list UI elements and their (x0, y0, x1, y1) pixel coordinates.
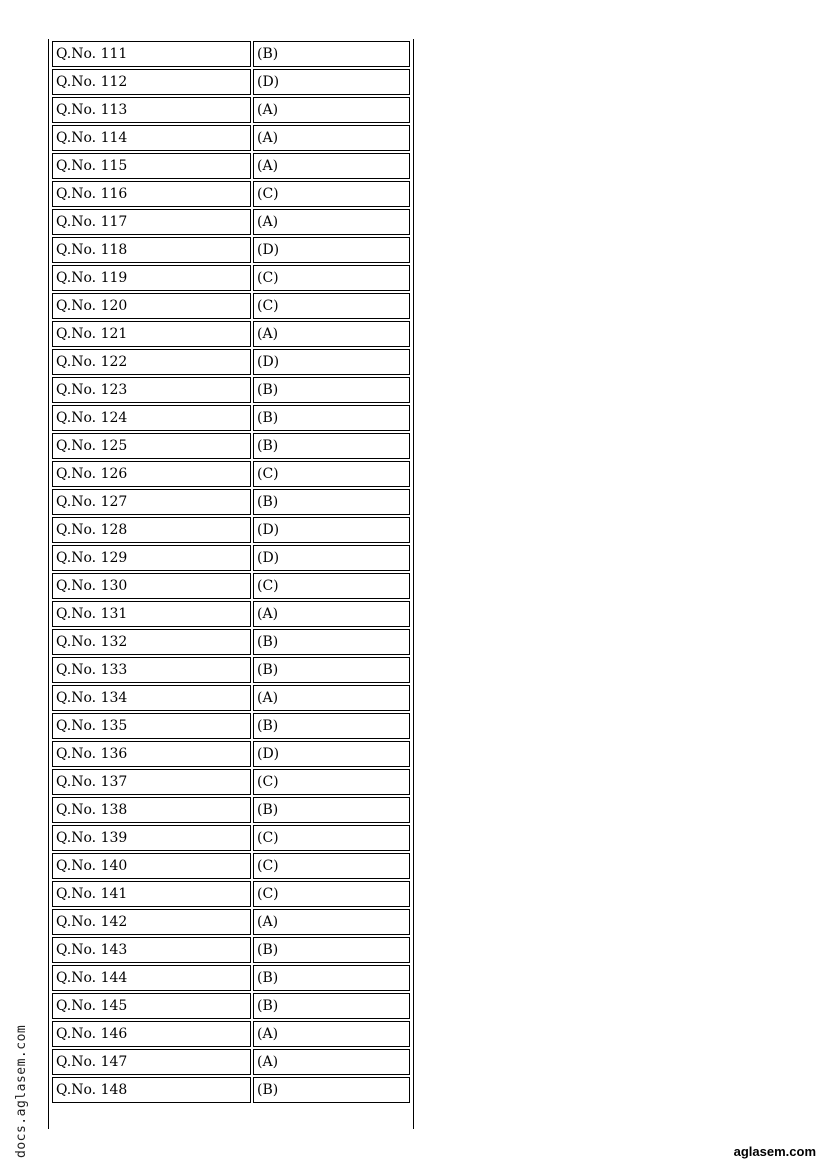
question-number-cell: Q.No. 119 (52, 265, 251, 291)
answer-cell: (B) (253, 713, 410, 739)
answer-cell: (D) (253, 349, 410, 375)
answer-cell: (A) (253, 1049, 410, 1075)
question-number-cell: Q.No. 136 (52, 741, 251, 767)
table-row (52, 741, 410, 767)
table-row (52, 993, 410, 1019)
answer-cell: (C) (253, 461, 410, 487)
answer-cell: (B) (253, 377, 410, 403)
question-number-cell: Q.No. 148 (52, 1077, 251, 1103)
table-row (52, 97, 410, 123)
question-number-cell: Q.No. 146 (52, 1021, 251, 1047)
question-number-cell: Q.No. 132 (52, 629, 251, 655)
answer-cell: (B) (253, 657, 410, 683)
answer-cell: (A) (253, 125, 410, 151)
question-number-cell: Q.No. 124 (52, 405, 251, 431)
answer-cell: (A) (253, 97, 410, 123)
question-number-cell: Q.No. 137 (52, 769, 251, 795)
table-row (52, 797, 410, 823)
answer-cell: (B) (253, 41, 410, 67)
question-number-cell: Q.No. 145 (52, 993, 251, 1019)
question-number-cell: Q.No. 127 (52, 489, 251, 515)
table-row (52, 125, 410, 151)
question-number-cell: Q.No. 115 (52, 153, 251, 179)
table-row (52, 461, 410, 487)
table-row (52, 1021, 410, 1047)
table-row (52, 265, 410, 291)
question-number-cell: Q.No. 112 (52, 69, 251, 95)
answer-cell: (B) (253, 965, 410, 991)
table-row (52, 685, 410, 711)
table-row (52, 601, 410, 627)
table-row (52, 1049, 410, 1075)
answer-key-body (52, 41, 410, 1103)
answer-cell: (B) (253, 629, 410, 655)
question-number-cell: Q.No. 121 (52, 321, 251, 347)
answer-cell: (B) (253, 405, 410, 431)
question-number-cell: Q.No. 116 (52, 181, 251, 207)
question-number-cell: Q.No. 143 (52, 937, 251, 963)
answer-cell: (C) (253, 825, 410, 851)
table-row (52, 1077, 410, 1103)
table-row (52, 769, 410, 795)
answer-cell: (B) (253, 993, 410, 1019)
question-number-cell: Q.No. 117 (52, 209, 251, 235)
table-row (52, 209, 410, 235)
table-row (52, 545, 410, 571)
question-number-cell: Q.No. 114 (52, 125, 251, 151)
answer-cell: (C) (253, 853, 410, 879)
question-number-cell: Q.No. 133 (52, 657, 251, 683)
table-row (52, 349, 410, 375)
answer-cell: (B) (253, 937, 410, 963)
table-row (52, 321, 410, 347)
question-number-cell: Q.No. 135 (52, 713, 251, 739)
table-row (52, 517, 410, 543)
table-row (52, 853, 410, 879)
answer-cell: (D) (253, 545, 410, 571)
question-number-cell: Q.No. 144 (52, 965, 251, 991)
answer-key-table (50, 39, 412, 1105)
table-row (52, 657, 410, 683)
table-row (52, 69, 410, 95)
answer-cell: (C) (253, 769, 410, 795)
answer-cell: (D) (253, 69, 410, 95)
side-watermark: docs.aglasem.com (14, 1024, 29, 1158)
question-number-cell: Q.No. 125 (52, 433, 251, 459)
answer-cell: (B) (253, 797, 410, 823)
footer-brand: aglasem.com (733, 1144, 816, 1159)
question-number-cell: Q.No. 141 (52, 881, 251, 907)
question-number-cell: Q.No. 120 (52, 293, 251, 319)
table-row (52, 573, 410, 599)
table-row (52, 153, 410, 179)
table-row (52, 489, 410, 515)
question-number-cell: Q.No. 140 (52, 853, 251, 879)
question-number-cell: Q.No. 113 (52, 97, 251, 123)
table-row (52, 405, 410, 431)
table-row (52, 293, 410, 319)
answer-cell: (D) (253, 517, 410, 543)
answer-cell: (C) (253, 181, 410, 207)
answer-cell: (A) (253, 1021, 410, 1047)
answer-cell: (A) (253, 601, 410, 627)
answer-cell: (A) (253, 209, 410, 235)
table-row (52, 237, 410, 263)
table-row (52, 965, 410, 991)
answer-cell: (A) (253, 909, 410, 935)
question-number-cell: Q.No. 134 (52, 685, 251, 711)
question-number-cell: Q.No. 111 (52, 41, 251, 67)
question-number-cell: Q.No. 131 (52, 601, 251, 627)
table-row (52, 629, 410, 655)
answer-cell: (B) (253, 1077, 410, 1103)
answer-cell: (A) (253, 153, 410, 179)
table-row (52, 825, 410, 851)
answer-cell: (A) (253, 321, 410, 347)
answer-cell: (D) (253, 741, 410, 767)
table-row (52, 181, 410, 207)
table-row (52, 41, 410, 67)
question-number-cell: Q.No. 142 (52, 909, 251, 935)
question-number-cell: Q.No. 139 (52, 825, 251, 851)
question-number-cell: Q.No. 126 (52, 461, 251, 487)
table-row (52, 909, 410, 935)
answer-cell: (C) (253, 881, 410, 907)
table-row (52, 433, 410, 459)
question-number-cell: Q.No. 123 (52, 377, 251, 403)
question-number-cell: Q.No. 128 (52, 517, 251, 543)
answer-cell: (C) (253, 573, 410, 599)
table-row (52, 881, 410, 907)
answer-cell: (C) (253, 293, 410, 319)
table-row (52, 937, 410, 963)
question-number-cell: Q.No. 122 (52, 349, 251, 375)
question-number-cell: Q.No. 147 (52, 1049, 251, 1075)
question-number-cell: Q.No. 130 (52, 573, 251, 599)
answer-cell: (B) (253, 489, 410, 515)
question-number-cell: Q.No. 118 (52, 237, 251, 263)
answer-cell: (D) (253, 237, 410, 263)
table-row (52, 377, 410, 403)
question-number-cell: Q.No. 129 (52, 545, 251, 571)
answer-cell: (A) (253, 685, 410, 711)
table-row (52, 713, 410, 739)
answer-cell: (C) (253, 265, 410, 291)
question-number-cell: Q.No. 138 (52, 797, 251, 823)
answer-cell: (B) (253, 433, 410, 459)
